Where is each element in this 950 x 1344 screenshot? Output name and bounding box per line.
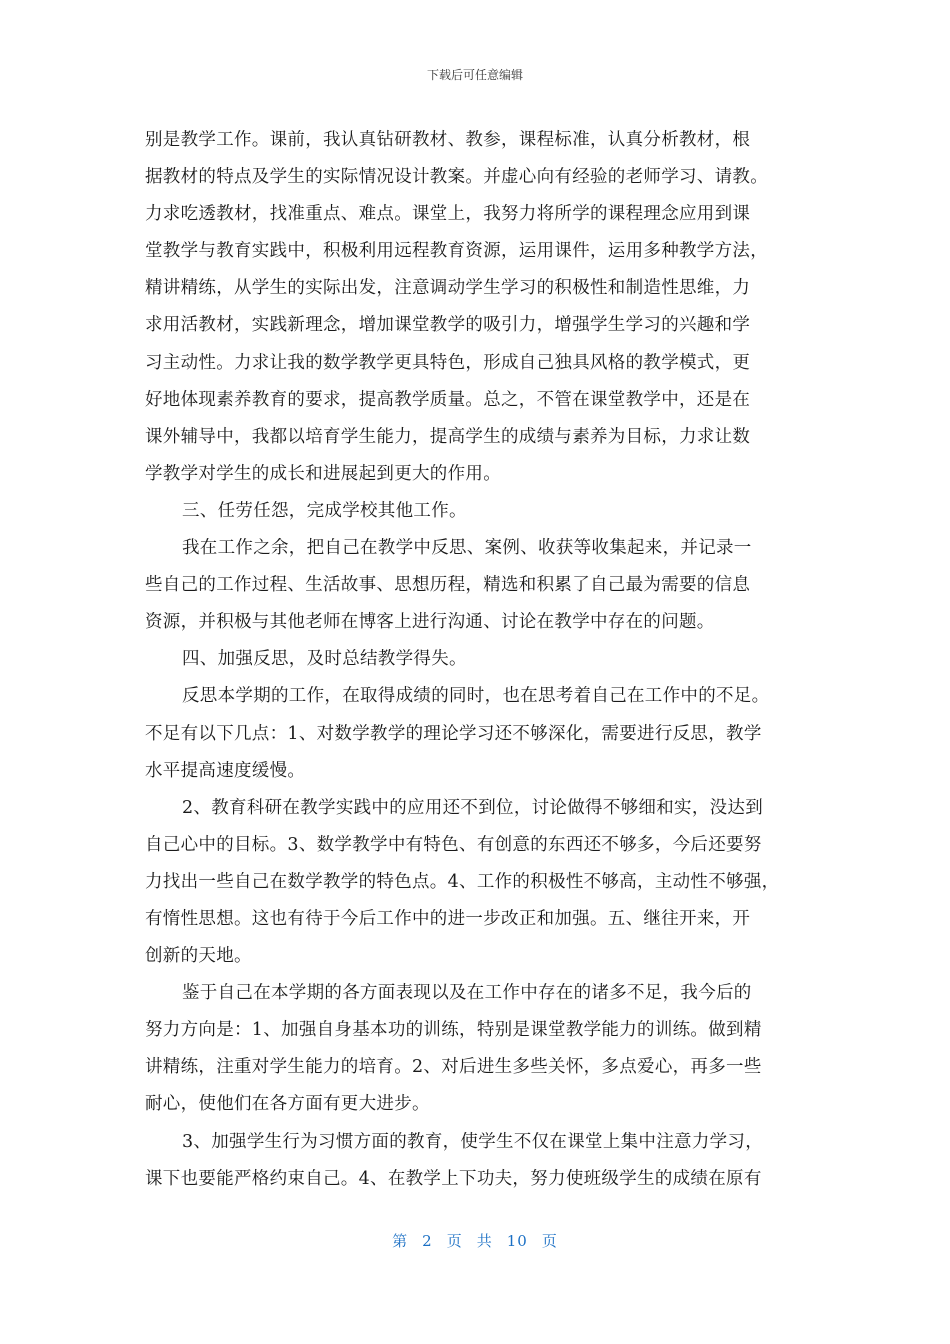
footer-total-pages: 10 [506, 1232, 528, 1250]
footer-page-suffix: 页 [446, 1232, 463, 1250]
text-line: 耐心，使他们在各方面有更大进步。 [145, 1094, 430, 1115]
body-text [145, 122, 813, 1198]
text-line: 据教材的特点及学生的实际情况设计教案。并虚心向有经验的老师学习、请教。 [145, 167, 768, 188]
text-line: 2、教育科研在教学实践中的应用还不到位，讨论做得不够细和实，没达到 [182, 797, 764, 818]
footer-total-label: 共 [476, 1232, 493, 1250]
text-line: 不足有以下几点：1、对数学教学的理论学习还不够深化，需要进行反思，教学 [145, 723, 762, 744]
text-line: 我在工作之余，把自己在教学中反思、案例、收获等收集起来，并记录一 [182, 538, 752, 559]
text-line: 求用活教材，实践新理念，增加课堂教学的吸引力，增强学生学习的兴趣和学 [145, 315, 751, 336]
text-line: 好地体现素养教育的要求，提高教学质量。总之，不管在课堂教学中，还是在 [145, 389, 751, 410]
page-footer [0, 1230, 950, 1251]
text-line: 努力方向是：1、加强自身基本功的训练，特别是课堂教学能力的训练。做到精 [145, 1020, 762, 1041]
page-header: 下载后可任意编辑 [426, 68, 523, 82]
text-line: 力求吃透教材，找准重点、难点。课堂上，我努力将所学的课程理念应用到课 [145, 204, 751, 225]
text-line: 精讲精练，从学生的实际出发，注意调动学生学习的积极性和制造性思维，力 [145, 278, 751, 299]
text-line: 自己心中的目标。3、数学教学中有特色、有创意的东西还不够多，今后还要努 [145, 834, 762, 855]
text-line: 水平提高速度缓慢。 [145, 760, 306, 781]
text-line: 反思本学期的工作，在取得成绩的同时，也在思考着自己在工作中的不足。 [182, 686, 770, 707]
text-line: 鉴于自己在本学期的各方面表现以及在工作中存在的诸多不足，我今后的 [182, 983, 752, 1004]
text-line: 有惰性思想。这也有待于今后工作中的进一步改正和加强。五、继往开来，开 [145, 908, 751, 929]
text-line: 力找出一些自己在数学教学的特色点。4、工作的积极性不够高，主动性不够强， [145, 871, 780, 892]
text-line: 课外辅导中，我都以培育学生能力，提高学生的成绩与素养为目标，力求让数 [145, 426, 751, 447]
text-line: 习主动性。力求让我的数学教学更具特色，形成自己独具风格的教学模式，更 [145, 352, 751, 373]
footer-page-label: 第 [392, 1232, 409, 1250]
text-line: 四、加强反思，及时总结教学得失。 [182, 649, 467, 670]
footer-total-suffix: 页 [541, 1232, 558, 1250]
footer-page-number: 2 [422, 1232, 433, 1250]
text-line: 讲精练，注重对学生能力的培育。2、对后进生多些关怀，多点爱心，再多一些 [145, 1057, 762, 1078]
text-line: 创新的天地。 [145, 946, 252, 967]
text-line: 3、加强学生行为习惯方面的教育，使学生不仅在课堂上集中注意力学习， [182, 1131, 764, 1152]
text-line: 学教学对学生的成长和进展起到更大的作用。 [145, 463, 501, 484]
text-line: 资源，并积极与其他老师在博客上进行沟通、讨论在教学中存在的问题。 [145, 612, 715, 633]
text-line: 些自己的工作过程、生活故事、思想历程，精选和积累了自己最为需要的信息 [145, 575, 751, 596]
text-line: 三、任劳任怨，完成学校其他工作。 [182, 500, 467, 521]
text-line: 课下也要能严格约束自己。4、在教学上下功夫，努力使班级学生的成绩在原有 [145, 1168, 762, 1189]
text-line: 别是教学工作。课前，我认真钻研教材、教参，课程标准，认真分析教材，根 [145, 130, 751, 150]
text-line: 堂教学与教育实践中，积极利用远程教育资源，运用课件，运用多种教学方法， [145, 241, 768, 262]
